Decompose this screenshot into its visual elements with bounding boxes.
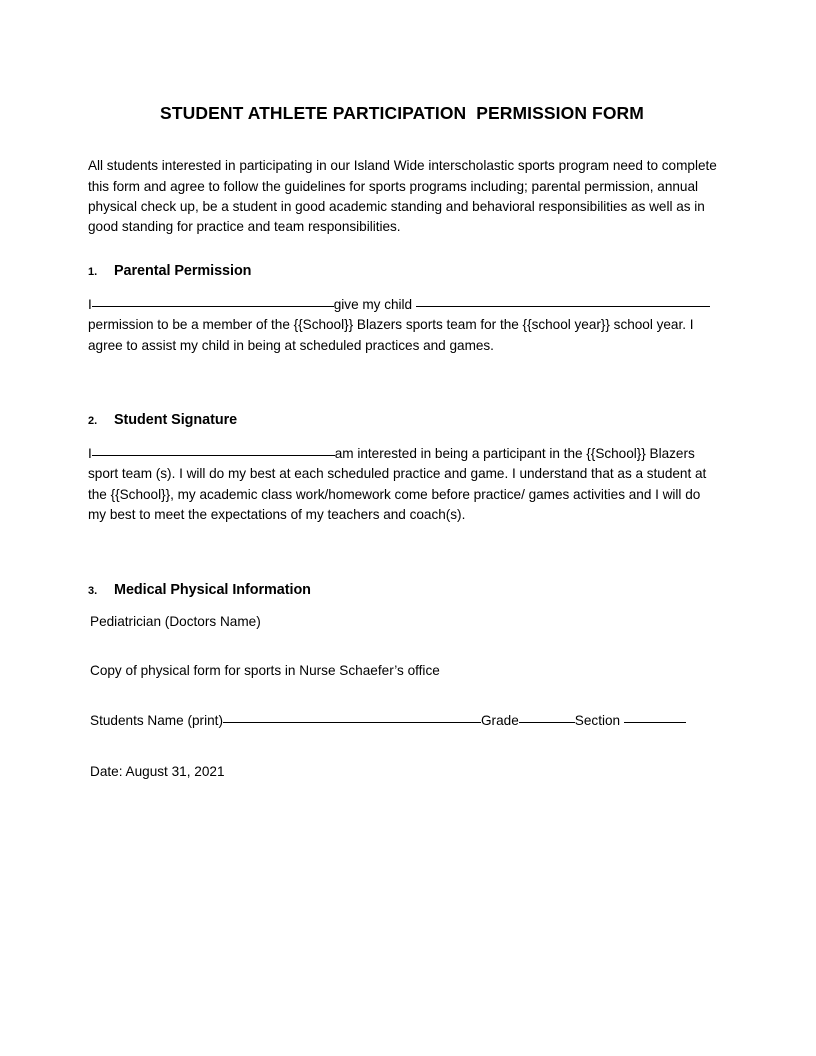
grade-label: Grade [480,713,519,729]
section-number-3: 3. [88,584,98,597]
student-info-line [88,710,716,731]
student-signature-text: am interested in being a participant in the {{School}} Blazers sport team (s). I will do my best at each scheduled practice and game. I understand that as a student at the {{School}}, my academic class work/homework come before practice/ games activities and I will do my best to meet the expectations of my teachers and coach(s). [88,445,707,523]
intro-paragraph: All students interested in participating in our Island Wide interscholastic sports program need to complete this form and agree to follow the guidelines for sports programs including; parental permission, annual physical check up, be a student in good academic standing and behavioral responsibilities as well as in good standing for practice and team responsibilities. [88,158,717,235]
student-name-blank[interactable] [92,443,335,456]
section-title-2: Student Signature [114,411,238,428]
document-content [88,90,716,782]
section-heading-student-signature [88,411,716,430]
parental-permission-fill-line [88,294,716,315]
lead-letter-2: I [88,445,92,461]
child-name-blank[interactable] [416,294,710,307]
page-title: STUDENT ATHLETE PARTICIPATION PERMISSION FORM [160,103,644,123]
students-name-blank[interactable] [223,710,481,723]
give-my-child-text: give my child [333,296,413,312]
section-heading-parental-permission [88,262,716,281]
section-number-2: 2. [88,414,98,427]
grade-blank[interactable] [519,710,575,723]
pediatrician-label: Pediatrician (Doctors Name) [90,613,261,629]
student-signature-body [88,443,716,526]
physical-copy-note: Copy of physical form for sports in Nurse Schaefer’s office [90,663,440,678]
parental-permission-body: permission to be a member of the {{School}} Blazers sports team for the {{school year}} school year. I agree to assist my child in being at scheduled practices and games. [88,317,694,353]
students-name-label: Students Name (print) [90,713,223,729]
section-blank[interactable] [624,710,686,723]
date-line: Date: August 31, 2021 [90,763,225,779]
section-label: Section [574,713,621,729]
section-title-1: Parental Permission [114,262,252,279]
spacer-after-section-1 [88,356,716,387]
section-title-3: Medical Physical Information [114,581,311,598]
spacer-after-section-2 [88,526,716,557]
parent-name-blank[interactable] [92,294,334,307]
lead-letter-1: I [88,296,92,312]
section-number-1: 1. [88,265,98,278]
section-heading-medical-physical [88,581,716,600]
